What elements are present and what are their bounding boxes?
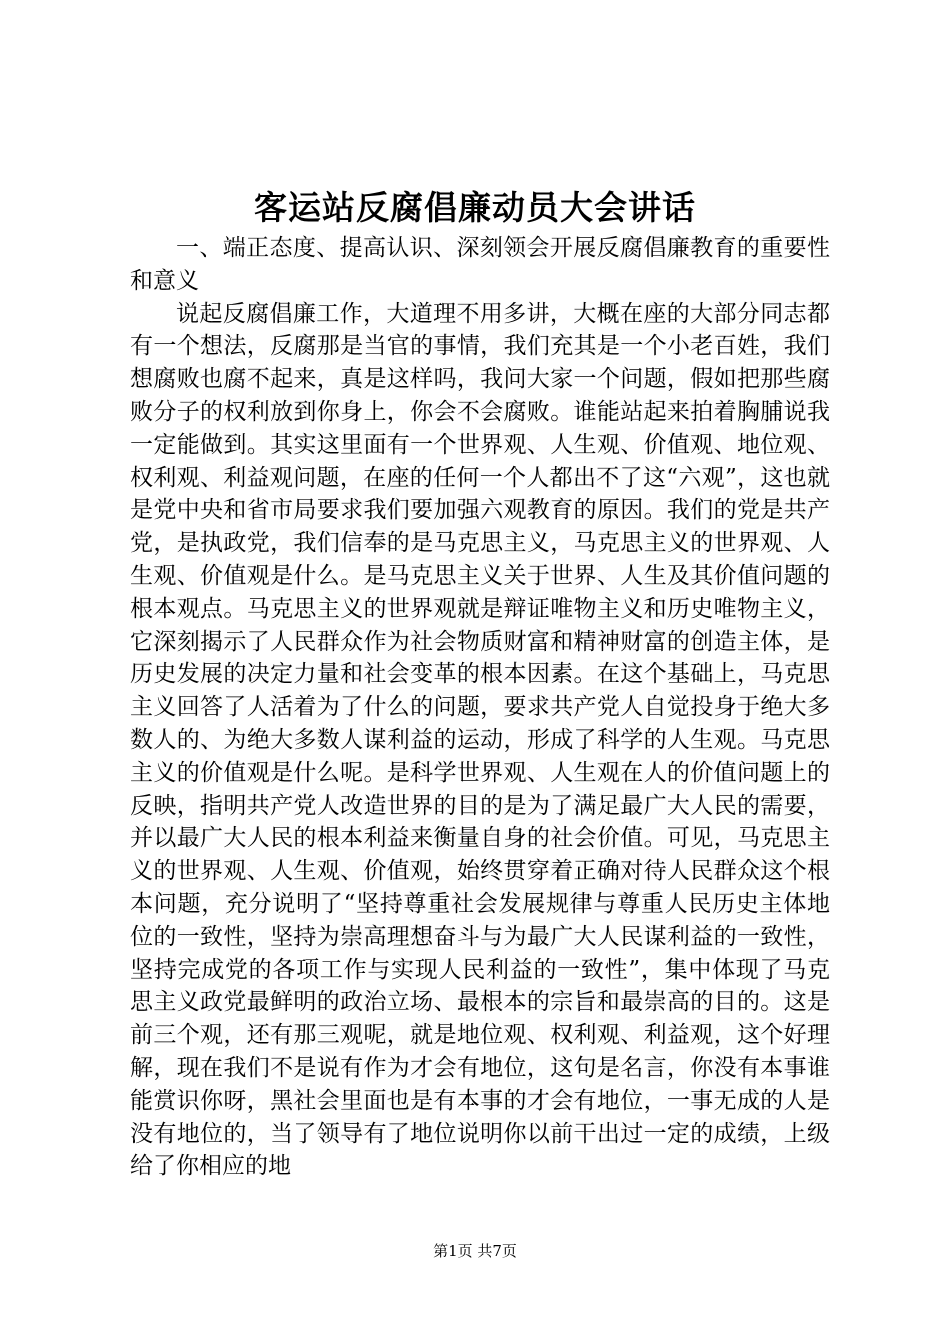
page-indicator: 第1页 共7页 bbox=[433, 1242, 517, 1260]
section-heading: 一、端正态度、提高认识、深刻领会开展反腐倡廉教育的重要性和意义 bbox=[130, 235, 830, 294]
body-paragraph: 说起反腐倡廉工作，大道理不用多讲，大概在座的大部分同志都有一个想法，反腐那是当官的事情，我们充其是一个小老百姓，我们想腐败也腐不起来，真是这样吗，我问大家一个问题，假如把那些腐败分子的权利放到你身上，你会不会腐败。谁能站起来拍着胸脯说我一定能做到。其实这里面有一个世界观、人生观、价值观、地位观、权利观、利益观问题，在座的任何一个人都出不了这“六观”，这也就是党中央和省市局要求我们要加强六观教育的原因。我们的党是共产党，是执政党，我们信奉的是马克思主义，马克思主义的世界观、人生观、价值观是什么。是马克思主义关于世界、人生及其价值问题的根本观点。马克思主义的世界观就是辩证唯物主义和历史唯物主义，它深刻揭示了人民群众作为社会物质财富和精神财富的创造主体，是历史发展的决定力量和社会变革的根本因素。在这个基础上，马克思主义回答了人活着为了什么的问题，要求共产党人自觉投身于绝大多数人的、为绝大多数人谋利益的运动，形成了科学的人生观。马克思主义的价值观是什么呢。是科学世界观、人生观在人的价值问题上的反映，指明共产党人改造世界的目的是为了满足最广大人民的需要，并以最广大人民的根本利益来衡量自身的社会价值。可见，马克思主义的世界观、人生观、价值观，始终贯穿着正确对待人民群众这个根本问题，充分说明了“坚持尊重社会发展规律与尊重人民历史主体地位的一致性，坚持为崇高理想奋斗与为最广大人民谋利益的一致性，坚持完成党的各项工作与实现人民利益的一致性”，集中体现了马克思主义政党最鲜明的政治立场、最根本的宗旨和最崇高的目的。这是前三个观，还有那三观呢，就是地位观、权利观、利益观，这个好理解，现在我们不是说有作为才会有地位，这句是名言，你没有本事谁能赏识你呀，黑社会里面也是有本事的才会有地位，一事无成的人是没有地位的，当了领导有了地位说明你以前干出过一定的成绩，上级给了你相应的地 bbox=[130, 300, 830, 1180]
document-body bbox=[130, 232, 830, 1183]
document-title: 客运站反腐倡廉动员大会讲话 bbox=[254, 188, 696, 227]
